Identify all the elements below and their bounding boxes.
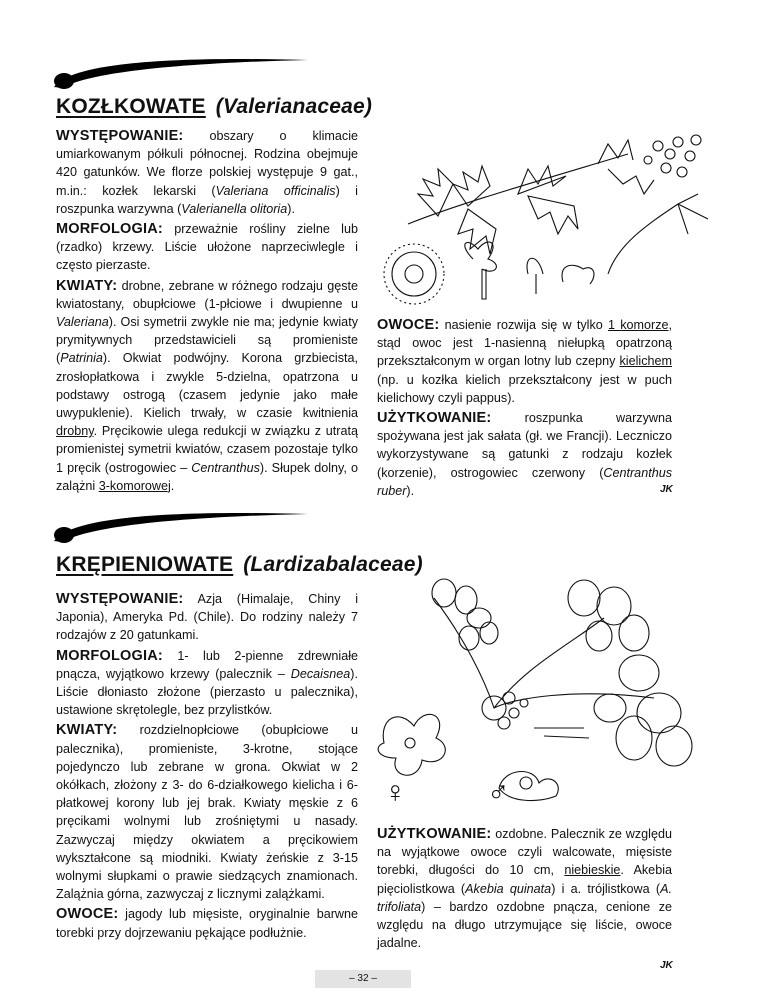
valerian-illustration <box>378 124 718 314</box>
page-number: – 32 – <box>315 970 411 988</box>
section2-usage: UŻYTKOWANIE: ozdobne. Palecznik ze względu na wyjątkowe owoce czyli walcowate, mięsiste torebki, długości do 10 cm, niebieskie. Akebia pięciolistkowa (Akebia quinata) i a. trójlistkowa (A. trifoliata) – bardzo ozdobne pnącza, cenione ze względu na długo utrzymujące się liście, owoce jadalne. <box>377 826 672 951</box>
akebia-illustration <box>374 578 704 818</box>
section1-signature: JK <box>660 484 673 495</box>
female-symbol: ♀ <box>384 776 407 809</box>
decorative-swoosh-middle <box>50 508 310 544</box>
section2-occurrence: WYSTĘPOWANIE: Azja (Himalaje, Chiny i Japonia), Ameryka Pd. (Chile). Do rodziny należy 7 rodzajów z 20 gatunkami. <box>56 591 358 643</box>
section2-flowers: KWIATY: rozdzielnopłciowe (obupłciowe u palecznika), promieniste, 3-krotne, stojące pojedynczo lub zebrane w grona. Okwiat w 2 okółkach, złożony z 3- do 6-działkowego kielicha i 6-płatkowej korony lub jej brak. Kwiaty męskie z 6 pręcikami wolnymi lub zrośniętymi u nasady. Zazwyczaj między okwiatem a pręcikowiem wykształcone są miodniki. Kwiaty żeńskie z 3-15 wolnymi słupkami o prawie siedzących znamionach. Zalążnia górna, zazwyczaj z licznymi zalążkami. <box>56 722 358 902</box>
section2-left-column <box>56 590 358 944</box>
section2-family-latin: (Lardizabalaceae) <box>243 553 423 576</box>
section1-occurrence: WYSTĘPOWANIE: obszary o klimacie umiarkowanym półkuli północnej. Rodzina obejmuje 420 gatunków. We florze polskiej występuje 9 gat., m.in.: kozłek lekarski (Valeriana officinalis) i roszpunka warzywna (Valerianella olitoria). <box>56 128 358 216</box>
section1-family-latin: (Valerianaceae) <box>215 95 373 118</box>
section1-morphology: MORFOLOGIA: przeważnie rośliny zielne lub (rzadko) krzewy. Liście ułożone naprzeciwlegle i często pierzaste. <box>56 221 358 273</box>
section1-family-name: KOZŁKOWATE <box>56 95 206 118</box>
section2-fruits: OWOCE: jagody lub mięsiste, oryginalnie barwne torebki przy dojrzewaniu pękające podłużnie. <box>56 906 358 940</box>
section1-heading <box>56 95 372 119</box>
section2-morphology: MORFOLOGIA: 1- lub 2-pienne zdrewniałe pnącza, wyjątkowo krzewy (palecznik – Decaisnea). Liście dłoniasto złożone (pierzasto u palecznika), ustawione skrętolegle, bez przylistków. <box>56 647 358 718</box>
male-symbol: ♂ <box>487 776 510 809</box>
section2-right-column <box>377 825 672 954</box>
section1-flowers: KWIATY: drobne, zebrane w różnego rodzaju gęste kwiatostany, obupłciowe (1-płciowe i dwupienne u Valeriana). Osi symetrii zwykle nie ma; jedynie kwiaty prymitywnych przedstawicieli są promieniste (Patrinia). Okwiat podwójny. Korona grzbiecista, zrosłopłatkowa i zwykle 5-dzielna, opatrzona u podstawy ostrogą (czasem jedynie jako małe uwypuklenie). Kielich trwały, w czasie kwitnienia drobny. Pręcikowie ulega redukcji w związku z utratą promienistej symetrii kwiatów, czasem pozostaje tylko 1 pręcik (ostrogowiec – Centranthus). Słupek dolny, o zalążni 3-komorowej. <box>56 277 358 493</box>
section2-signature: JK <box>660 960 673 971</box>
section1-right-column <box>377 316 672 502</box>
section1-usage: UŻYTKOWANIE: roszpunka warzywna spożywana jest jak sałata (gł. we Francji). Leczniczo wykorzystywane są gatunki z rodzaju kozłek (korzenie), ostrogowiec czerwony (Centranthus ruber). <box>377 410 672 498</box>
section1-left-column <box>56 127 358 497</box>
section2-heading <box>56 553 423 577</box>
section2-family-name: KRĘPIENIOWATE <box>56 553 234 576</box>
decorative-swoosh-top <box>50 54 310 90</box>
section1-fruits: OWOCE: nasienie rozwija się w tylko 1 komorze, stąd owoc jest 1-nasienną niełupką opatrzoną przekształconym w organ lotny lub czepny kielichem (np. u kozłka kielich przekształcony jest w puch kielichowy czyli pappus). <box>377 317 673 405</box>
